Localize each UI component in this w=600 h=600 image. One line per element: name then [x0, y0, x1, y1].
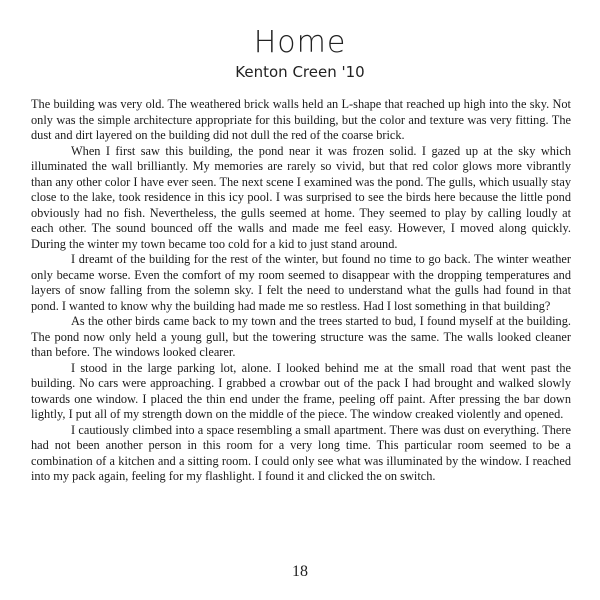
author-byline: Kenton Creen '10	[235, 63, 365, 81]
story-body	[31, 97, 571, 485]
story-paragraph: As the other birds came back to my town and the trees started to bud, I found myself at the building. The pond now only held a young gull, but the towering structure was the same. The walls looked cleaner than before. The windows looked clearer.	[31, 314, 571, 359]
page-number: 18	[292, 563, 308, 580]
story-title: Home	[253, 25, 347, 60]
story-paragraph: I cautiously climbed into a space resembling a small apartment. There was dust on everything. There had not been another person in this room for a very long time. This particular room seemed to be a combination of a kitchen and a sitting room. I could only see what was illuminated by the window. I reached into my pack again, feeling for my flashlight. I found it and clicked the on switch.	[31, 422, 571, 483]
story-paragraph: I stood in the large parking lot, alone. I looked behind me at the small road that went past the building. No cars were approaching. I grabbed a crowbar out of the pack I had brought and walked slowly towards one window. I placed the thin end under the frame, peeling off paint. After pressing the bar down lightly, I put all of my strength down on the middle of the piece. The window creaked violently and opened.	[31, 360, 571, 421]
story-paragraph: When I first saw this building, the pond near it was frozen solid. I gazed up at the sky which illuminated the wall brilliantly. My memories are rarely so vivid, but that red color glows more vibrantly than any other color I have ever seen. The next scene I examined was the pond. The gulls, which usually stay close to the lake, took residence in this icy pool. I was surprised to see the birds here because the little pond obviously had no fish. Nevertheless, the gulls seemed at home. They seemed to play by calling loudly at each other. The sound bounced off the walls and made me feel easy. However, I moved along quickly. During the winter my town became too cold for a kid to just stand around.	[31, 143, 571, 251]
story-paragraph: I dreamt of the building for the rest of the winter, but found no time to go back. The winter weather only became worse. Even the comfort of my room seemed to disappear with the dropping temperatures and layers of snow falling from the solemn sky. I felt the need to understand what the gulls had found in that pond. I wanted to know why the building had made me so restless. Had I lost something in that building?	[31, 252, 571, 313]
story-paragraph: The building was very old. The weathered brick walls held an L-shape that reached up high into the sky. Not only was the simple architecture appropriate for this building, but the color and texture was very fitting. The dust and dirt layered on the building did not dull the red of the coarse brick.	[31, 97, 571, 142]
